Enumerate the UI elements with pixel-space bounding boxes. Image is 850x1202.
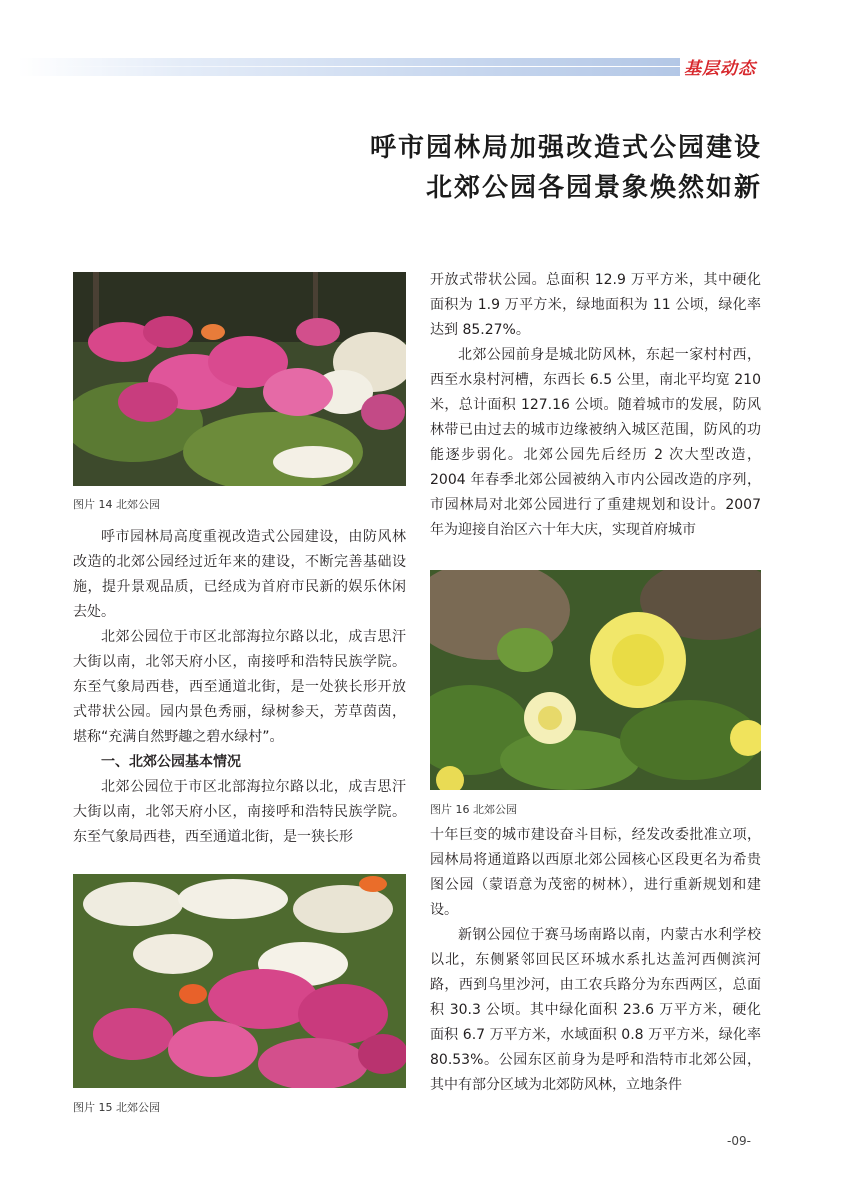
right-column-text-upper	[430, 268, 761, 543]
paragraph: 十年巨变的城市建设奋斗目标，经发改委批准立项，园林局将通道路以西原北郊公园核心区段更名为希贵图公园（蒙语意为茂密的树林），进行重新规划和建设。	[430, 827, 761, 918]
section-label: 基层动态	[684, 59, 756, 79]
paragraph: 新钢公园位于赛马场南路以南，内蒙古水利学校以北，东侧紧邻回民区环城水系扎达盖河西侧滨河路，西到乌里沙河，由工农兵路分为东西两区，总面积 30.3 公顷。其中绿化面积 23.6 万平方米，硬化面积 6.7 万平方米，水域面积 0.8 万平方米，绿化率 80.53%。公园东区前身为是呼和浩特市北郊公园，其中有部分区域为北郊防风林，立地条件	[430, 927, 761, 1093]
photo-yellow-chrysanthemums	[430, 570, 761, 790]
article-title	[370, 128, 762, 208]
header-decorative-band	[18, 58, 680, 76]
page-number: -09-	[727, 1134, 751, 1148]
figure-caption-14: 图片 14 北郊公园	[73, 498, 160, 511]
figure-caption-16: 图片 16 北郊公园	[430, 803, 517, 816]
title-line-1: 呼市园林局加强改造式公园建设	[369, 133, 762, 163]
left-column-text	[73, 525, 406, 850]
paragraph: 北郊公园前身是城北防风林，东起一家村村西，西至水泉村河槽，东西长 6.5 公里，南北平均宽 210 米，总计面积 127.16 公顷。随着城市的发展，防风林带已由过去的城市边缘被纳入城区范围，防风的功能逐步弱化。北郊公园先后经历 2 次大型改造，2004 年春季北郊公园被纳入市内公园改造的序列，市园林局对北郊公园进行了重建规划和设计。2007 年为迎接自治区六十年大庆，实现首府城市	[430, 347, 761, 538]
paragraph: 北郊公园位于市区北部海拉尔路以北，成吉思汗大街以南，北邻天府小区，南接呼和浩特民族学院。东至气象局西巷，西至通道北街，是一狭长形	[73, 779, 406, 845]
section-subheading: 一、北郊公园基本情况	[101, 754, 241, 770]
title-line-2: 北郊公园各园景象焕然如新	[425, 173, 762, 203]
paragraph: 呼市园林局高度重视改造式公园建设，由防风林改造的北郊公园经过近年来的建设，不断完善基础设施，提升景观品质，已经成为首府市民新的娱乐休闲去处。	[73, 529, 406, 620]
figure-caption-15: 图片 15 北郊公园	[73, 1101, 160, 1114]
paragraph: 北郊公园位于市区北部海拉尔路以北，成吉思汗大街以南，北邻天府小区，南接呼和浩特民族学院。东至气象局西巷，西至通道北街，是一处狭长形开放式带状公园。园内景色秀丽，绿树参天，芳草茵茵，堪称“充满自然野趣之碧水绿村”。	[73, 629, 406, 745]
paragraph: 开放式带状公园。总面积 12.9 万平方米，其中硬化面积为 1.9 万平方米，绿地面积为 11 公顷，绿化率达到 85.27%。	[430, 272, 761, 338]
photo-lily-bed	[73, 874, 406, 1088]
right-column-text-lower	[430, 823, 761, 1098]
photo-lilies-pink	[73, 272, 406, 486]
